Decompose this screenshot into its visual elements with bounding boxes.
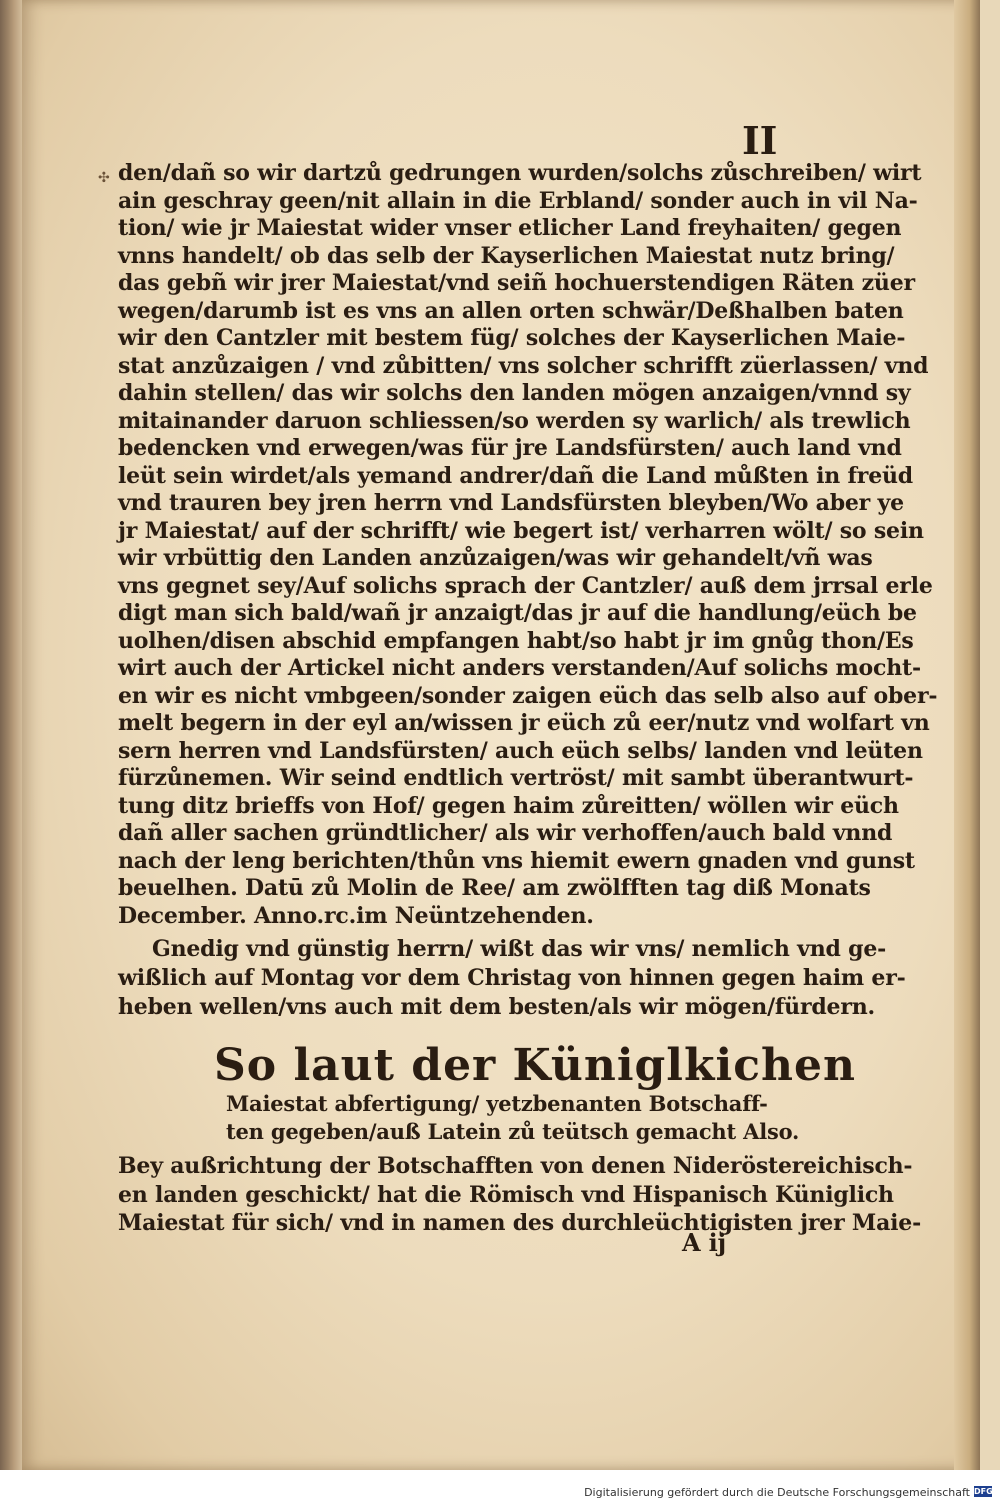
body-line: vnns handelt/ ob das selb der Kayserlichen Maiestat nutz bring/: [118, 242, 895, 269]
body-line: wir vrbüttig den Landen anzůzaigen/was wir gehandelt/vñ was: [118, 545, 873, 571]
body-line: wegen/darumb ist es vns an allen orten schwär/Deßhalben baten: [118, 297, 904, 324]
body-line: bedencken vnd erwegen/was für jre Landsfürsten/ auch land vnd: [118, 435, 902, 461]
postscript-paragraph: [118, 935, 906, 1022]
body-line: vnd trauren bey jren herrn vnd Landsfürsten bleyben/Wo aber ye: [118, 490, 904, 516]
body-line: digt man sich bald/wañ jr anzaigt/das jr auf die handlung/eüch be: [118, 600, 917, 626]
body-line: nach der leng berichten/thůn vns hiemit ewern gnaden vnd gunst: [118, 847, 915, 874]
folio-number: II: [742, 118, 778, 163]
body-line: mitainander daruon schliessen/so werden sy warlich/ als trewlich: [118, 407, 911, 434]
body-line: sern herren vnd Landsfürsten/ auch eüch selbs/ landen vnd leüten: [118, 737, 923, 764]
final-paragraph: [118, 1152, 922, 1238]
margin-mark: ✣: [98, 170, 110, 186]
body-line: en wir es nicht vmbgeen/sonder zaigen eüch das selb also auf ober-: [118, 682, 938, 709]
final-line: Bey außrichtung der Botschafften von denen Nideröstereichisch-: [118, 1153, 913, 1179]
final-line: en landen geschickt/ hat die Römisch vnd Hispanisch Küniglich: [118, 1181, 894, 1208]
body-line: dañ aller sachen gründtlicher/ als wir verhoffen/auch bald vnnd: [118, 820, 893, 846]
body-line: tung ditz brieffs von Hof/ gegen haim zůreitten/ wöllen wir eüch: [118, 792, 899, 819]
body-line: wir den Cantzler mit bestem füg/ solches der Kayserlichen Maie-: [118, 325, 906, 351]
body-line: den/dañ so wir dartzů gedrungen wurden/solchs zůschreiben/ wirt: [118, 160, 922, 186]
postscript-line: wißlich auf Montag vor dem Christag von hinnen gegen haim er-: [118, 965, 906, 991]
body-line: leüt sein wirdet/als yemand andrer/dañ die Land můßten in freüd: [118, 462, 913, 489]
final-line: Maiestat für sich/ vnd in namen des durchleüchtigisten jrer Maie-: [118, 1210, 922, 1236]
postscript-line: Gnedig vnd günstig herrn/ wißt das wir vns/ nemlich vnd ge-: [152, 936, 887, 962]
body-line: beuelhen. Datū zů Molin de Ree/ am zwölfften tag diß Monats: [118, 875, 871, 901]
body-line: stat anzůzaigen / vnd zůbitten/ vns solcher schrifft züerlassen/ vnd: [118, 352, 929, 379]
body-line: vns gegnet sey/Auf solichs sprach der Cantzler/ auß dem jrrsal erle: [118, 572, 933, 599]
dfg-logo-icon: DFG: [974, 1487, 993, 1496]
section-heading: So laut der Küniglkichen: [214, 1040, 856, 1091]
body-line: jr Maiestat/ auf der schrifft/ wie begert ist/ verharren wölt/ so sein: [118, 517, 924, 544]
signature-mark: A ij: [682, 1228, 726, 1257]
subheading-line: ten gegeben/auß Latein zů teütsch gemacht Also.: [226, 1119, 800, 1144]
body-line: uolhen/disen abschid empfangen habt/so habt jr im gnůg thon/Es: [118, 627, 914, 654]
body-text: [118, 160, 938, 930]
body-line: wirt auch der Artickel nicht anders verstanden/Auf solichs mocht-: [118, 655, 921, 681]
section-subheading: [226, 1090, 800, 1146]
page-right-edge: [954, 0, 980, 1470]
body-line: tion/ wie jr Maiestat wider vnser etlicher Land freyhaiten/ gegen: [118, 215, 902, 241]
footer-credit: Digitalisierung gefördert durch die Deutsche Forschungsgemeinschaft: [584, 1486, 970, 1499]
subheading-line: Maiestat abfertigung/ yetzbenanten Botschaff-: [226, 1091, 768, 1116]
body-line: December. Anno.rc.im Neüntzehenden.: [118, 902, 594, 929]
body-line: dahin stellen/ das wir solchs den landen mögen anzaigen/vnnd sy: [118, 380, 911, 406]
body-line: ain geschray geen/nit allain in die Erbland/ sonder auch in vil Na-: [118, 187, 918, 214]
body-line: fürzůnemen. Wir seind endtlich vertröst/ mit sambt überantwurt-: [118, 765, 914, 791]
postscript-line: heben wellen/vns auch mit dem besten/als wir mögen/fürdern.: [118, 994, 875, 1020]
body-line: melt begern in der eyl an/wissen jr eüch zů eer/nutz vnd wolfart vn: [118, 710, 930, 736]
body-line: das gebñ wir jrer Maiestat/vnd seiñ hochuerstendigen Räten züer: [118, 270, 915, 296]
